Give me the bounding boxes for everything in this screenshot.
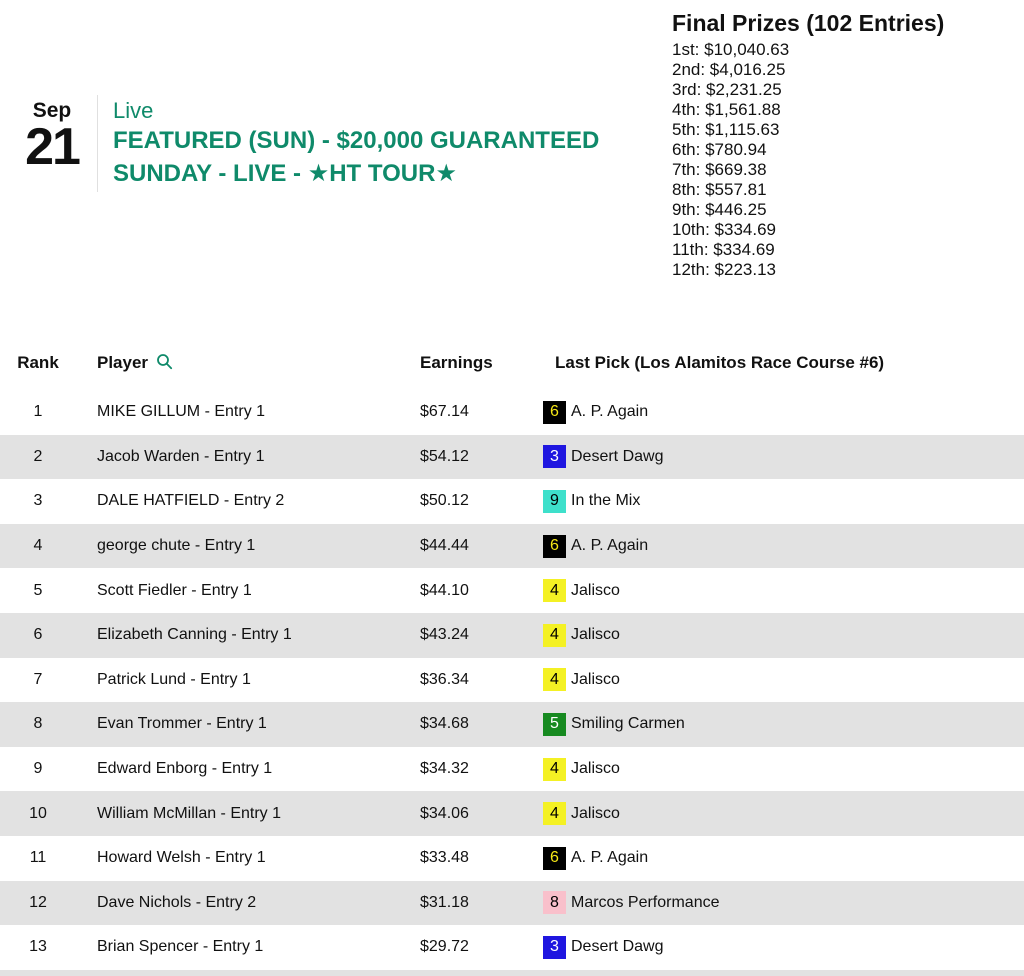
last-pick-cell (543, 535, 648, 558)
earnings-cell: $29.72 (420, 938, 469, 956)
prize-line: 12th: $223.13 (672, 260, 776, 279)
pick-number-badge: 4 (543, 758, 566, 781)
last-pick-cell (543, 936, 663, 959)
pick-horse-name: In the Mix (571, 492, 641, 510)
rank-cell: 2 (33, 447, 43, 465)
prize-line: 10th: $334.69 (672, 220, 776, 239)
pick-horse-name: Desert Dawg (571, 447, 664, 465)
earnings-cell: $67.14 (420, 403, 469, 421)
last-pick-cell (543, 401, 648, 424)
rank-cell: 8 (33, 715, 43, 733)
rank-cell: 9 (33, 760, 43, 778)
column-header-last-pick: Last Pick (Los Alamitos Race Course #6) (555, 353, 885, 372)
earnings-cell: $34.06 (420, 804, 469, 822)
player-cell: Jacob Warden - Entry 1 (97, 447, 265, 465)
last-pick-cell (543, 624, 620, 647)
prize-line: 2nd: $4,016.25 (672, 60, 786, 79)
last-pick-cell (543, 445, 663, 468)
prize-line: 5th: $1,115.63 (672, 120, 780, 139)
event-date-day: 21 (25, 118, 79, 176)
rank-cell: 13 (29, 938, 47, 956)
prize-list (672, 40, 944, 280)
pick-number-badge: 4 (543, 624, 566, 647)
last-pick-cell (543, 713, 685, 736)
pick-number-badge: 8 (543, 891, 566, 914)
column-header-earnings: Earnings (420, 353, 493, 372)
player-cell: DALE HATFIELD - Entry 2 (97, 492, 285, 510)
pick-horse-name: A. P. Again (571, 537, 649, 555)
earnings-cell: $44.44 (420, 537, 469, 555)
header-divider (97, 95, 98, 192)
event-date (20, 99, 84, 176)
table-row[interactable] (0, 479, 1024, 524)
rank-cell: 6 (33, 626, 43, 644)
last-pick-cell (543, 847, 648, 870)
pick-number-badge: 3 (543, 936, 566, 959)
table-row[interactable] (0, 658, 1024, 703)
earnings-cell: $36.34 (420, 670, 469, 688)
player-cell: Patrick Lund - Entry 1 (97, 670, 251, 688)
column-header-player-label: Player (97, 353, 149, 372)
final-prizes-title: Final Prizes (102 Entries) (672, 10, 945, 36)
pick-number-badge: 6 (543, 401, 566, 424)
next-row-sliver (0, 970, 1024, 976)
last-pick-cell (543, 758, 620, 781)
player-cell: Elizabeth Canning - Entry 1 (97, 626, 292, 644)
earnings-cell: $43.24 (420, 626, 469, 644)
last-pick-cell (543, 891, 720, 914)
last-pick-cell (543, 802, 620, 825)
table-row[interactable] (0, 925, 1024, 970)
search-icon[interactable] (156, 353, 173, 375)
table-row[interactable] (0, 613, 1024, 658)
pick-horse-name: Desert Dawg (571, 938, 664, 956)
pick-horse-name: Jalisco (571, 626, 620, 644)
table-row[interactable] (0, 390, 1024, 435)
column-header-rank: Rank (17, 353, 59, 372)
player-cell: Evan Trommer - Entry 1 (97, 715, 267, 733)
last-pick-cell (543, 668, 620, 691)
player-cell: MIKE GILLUM - Entry 1 (97, 403, 266, 421)
pick-number-badge: 4 (543, 668, 566, 691)
event-title-line1: FEATURED (SUN) - $20,000 GUARANTEED (113, 127, 600, 154)
prize-line: 6th: $780.94 (672, 140, 767, 159)
pick-horse-name: Jalisco (571, 804, 620, 822)
final-prizes-panel (672, 10, 944, 280)
rank-cell: 5 (33, 581, 43, 599)
player-cell: Edward Enborg - Entry 1 (97, 760, 273, 778)
table-row[interactable] (0, 881, 1024, 926)
table-row[interactable] (0, 568, 1024, 613)
event-date-month: Sep (32, 99, 72, 122)
player-cell: William McMillan - Entry 1 (97, 804, 282, 822)
player-cell: george chute - Entry 1 (97, 537, 256, 555)
table-row[interactable] (0, 747, 1024, 792)
table-row[interactable] (0, 435, 1024, 480)
leaderboard-body (0, 390, 1024, 970)
pick-number-badge: 5 (543, 713, 566, 736)
table-row[interactable] (0, 791, 1024, 836)
earnings-cell: $50.12 (420, 492, 469, 510)
pick-horse-name: Smiling Carmen (571, 715, 685, 733)
prize-line: 8th: $557.81 (672, 180, 767, 199)
pick-horse-name: A. P. Again (571, 849, 649, 867)
pick-number-badge: 3 (543, 445, 566, 468)
column-header-player (97, 353, 173, 375)
last-pick-cell (543, 579, 620, 602)
event-status-live: Live (113, 98, 154, 123)
player-cell: Brian Spencer - Entry 1 (97, 938, 264, 956)
pick-number-badge: 6 (543, 847, 566, 870)
table-row[interactable] (0, 836, 1024, 881)
earnings-cell: $54.12 (420, 447, 469, 465)
event-title-line2: SUNDAY - LIVE - ★HT TOUR★ (113, 160, 457, 187)
pick-horse-name: A. P. Again (571, 403, 649, 421)
pick-horse-name: Jalisco (571, 670, 620, 688)
earnings-cell: $34.68 (420, 715, 469, 733)
table-header (0, 348, 1024, 378)
player-cell: Scott Fiedler - Entry 1 (97, 581, 252, 599)
pick-number-badge: 4 (543, 802, 566, 825)
rank-cell: 11 (29, 849, 47, 867)
earnings-cell: $34.32 (420, 760, 469, 778)
event-header (113, 97, 599, 190)
table-row[interactable] (0, 702, 1024, 747)
rank-cell: 12 (29, 893, 47, 911)
rank-cell: 3 (33, 492, 43, 510)
player-cell: Dave Nichols - Entry 2 (97, 893, 257, 911)
earnings-cell: $33.48 (420, 849, 469, 867)
rank-cell: 1 (33, 403, 43, 421)
pick-horse-name: Jalisco (571, 760, 620, 778)
pick-number-badge: 9 (543, 490, 566, 513)
prize-line: 4th: $1,561.88 (672, 100, 781, 119)
prize-line: 11th: $334.69 (672, 240, 775, 259)
table-row[interactable] (0, 524, 1024, 569)
prize-line: 9th: $446.25 (672, 200, 767, 219)
pick-horse-name: Marcos Performance (571, 893, 720, 911)
rank-cell: 10 (29, 804, 47, 822)
pick-number-badge: 6 (543, 535, 566, 558)
pick-horse-name: Jalisco (571, 581, 620, 599)
prize-line: 1st: $10,040.63 (672, 40, 790, 59)
rank-cell: 7 (33, 670, 43, 688)
player-cell: Howard Welsh - Entry 1 (97, 849, 266, 867)
earnings-cell: $44.10 (420, 581, 469, 599)
prize-line: 7th: $669.38 (672, 160, 767, 179)
last-pick-cell (543, 490, 640, 513)
prize-line: 3rd: $2,231.25 (672, 80, 782, 99)
rank-cell: 4 (33, 537, 43, 555)
earnings-cell: $31.18 (420, 893, 469, 911)
pick-number-badge: 4 (543, 579, 566, 602)
